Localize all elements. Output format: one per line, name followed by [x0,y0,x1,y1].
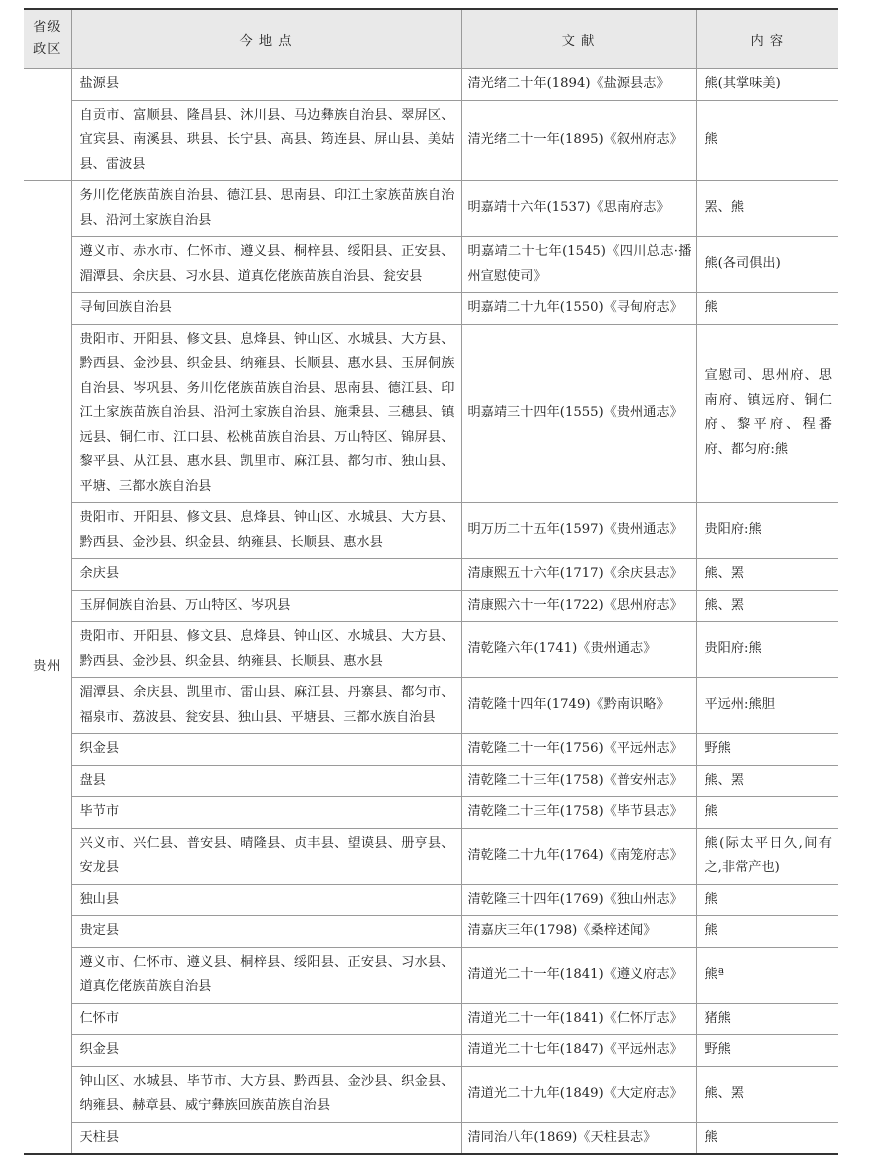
content-cell: 熊 [696,293,838,325]
location-cell: 寻甸回族自治县 [71,293,461,325]
location-cell: 贵定县 [71,916,461,948]
header-province-line1: 省级 [33,20,62,35]
content-cell: 熊、罴 [696,765,838,797]
table-row [24,828,838,884]
header-location: 今 地 点 [71,9,461,69]
source-cell: 清嘉庆三年(1798)《桑梓述闻》 [461,916,696,948]
table-row [24,69,838,101]
table-row [24,100,838,181]
source-cell: 清道光二十七年(1847)《平远州志》 [461,1035,696,1067]
records-table [24,8,838,1155]
table-row [24,1066,838,1122]
location-cell: 贵阳市、开阳县、修文县、息烽县、钟山区、水城县、大方县、黔西县、金沙县、织金县、纳雍县、长顺县、惠水县 [71,503,461,559]
source-cell: 清乾隆二十九年(1764)《南笼府志》 [461,828,696,884]
province-cell: 贵州 [24,181,71,1155]
location-cell: 织金县 [71,1035,461,1067]
source-cell: 明嘉靖十六年(1537)《思南府志》 [461,181,696,237]
table-row [24,293,838,325]
header-content: 内 容 [696,9,838,69]
table-row [24,590,838,622]
source-cell: 清道光二十一年(1841)《仁怀厅志》 [461,1003,696,1035]
source-cell: 清同治八年(1869)《天柱县志》 [461,1122,696,1154]
location-cell: 自贡市、富顺县、隆昌县、沐川县、马边彝族自治县、翠屏区、宜宾县、南溪县、珙县、长宁县、高县、筠连县、屏山县、美姑县、雷波县 [71,100,461,181]
table-row [24,797,838,829]
content-cell: 平远州:熊胆 [696,678,838,734]
source-cell: 清康熙六十一年(1722)《思州府志》 [461,590,696,622]
location-cell: 遵义市、赤水市、仁怀市、遵义县、桐梓县、绥阳县、正安县、湄潭县、余庆县、习水县、道真仡佬族苗族自治县、瓮安县 [71,237,461,293]
location-cell: 湄潭县、余庆县、凯里市、雷山县、麻江县、丹寨县、都匀市、福泉市、荔波县、瓮安县、独山县、平塘县、三都水族自治县 [71,678,461,734]
content-cell: 贵阳府:熊 [696,503,838,559]
location-cell: 兴义市、兴仁县、普安县、晴隆县、贞丰县、望谟县、册亨县、安龙县 [71,828,461,884]
source-cell: 清乾隆二十三年(1758)《毕节县志》 [461,797,696,829]
table-row [24,559,838,591]
content-cell: 熊 [696,884,838,916]
table-row [24,324,838,503]
location-cell: 织金县 [71,734,461,766]
table-row [24,237,838,293]
source-cell: 清乾隆二十三年(1758)《普安州志》 [461,765,696,797]
content-cell: 熊 [696,100,838,181]
content-cell: 熊 [696,797,838,829]
table-row [24,884,838,916]
content-cell: 野熊 [696,734,838,766]
content-cell: 罴、熊 [696,181,838,237]
location-cell: 钟山区、水城县、毕节市、大方县、黔西县、金沙县、织金县、纳雍县、赫章县、威宁彝族回族苗族自治县 [71,1066,461,1122]
table-row [24,1035,838,1067]
table-row [24,1122,838,1154]
source-cell: 明嘉靖三十四年(1555)《贵州通志》 [461,324,696,503]
table-row [24,622,838,678]
source-cell: 明嘉靖二十九年(1550)《寻甸府志》 [461,293,696,325]
location-cell: 盘县 [71,765,461,797]
location-cell: 贵阳市、开阳县、修文县、息烽县、钟山区、水城县、大方县、黔西县、金沙县、织金县、纳雍县、长顺县、惠水县、玉屏侗族自治县、岑巩县、务川仡佬族苗族自治县、思南县、德江县、印江土家族苗族自治县、沿河土家族自治县、施秉县、三穗县、镇远县、铜仁市、江口县、松桃苗族自治县、万山特区、锦屏县、黎平县、从江县、惠水县、凯里市、麻江县、都匀市、独山县、平塘、三都水族自治县 [71,324,461,503]
source-cell: 明万历二十五年(1597)《贵州通志》 [461,503,696,559]
content-cell: 野熊 [696,1035,838,1067]
content-cell: 猪熊 [696,1003,838,1035]
location-cell: 毕节市 [71,797,461,829]
table-row [24,947,838,1003]
source-cell: 清光绪二十一年(1895)《叙州府志》 [461,100,696,181]
content-cell: 熊 [696,916,838,948]
header-province [24,9,71,69]
source-cell: 清乾隆十四年(1749)《黔南识略》 [461,678,696,734]
content-cell: 熊ª [696,947,838,1003]
table-row [24,181,838,237]
source-cell: 清乾隆二十一年(1756)《平远州志》 [461,734,696,766]
source-cell: 明嘉靖二十七年(1545)《四川总志·播州宣慰使司》 [461,237,696,293]
source-cell: 清光绪二十年(1894)《盐源县志》 [461,69,696,101]
table-row [24,765,838,797]
content-cell: 熊(际太平日久,间有之,非常产也) [696,828,838,884]
source-cell: 清康熙五十六年(1717)《余庆县志》 [461,559,696,591]
table-header-row [24,9,838,69]
source-cell: 清乾隆六年(1741)《贵州通志》 [461,622,696,678]
table-row [24,678,838,734]
table-row [24,916,838,948]
table-row [24,1003,838,1035]
content-cell: 熊(其掌味美) [696,69,838,101]
location-cell: 务川仡佬族苗族自治县、德江县、思南县、印江土家族苗族自治县、沿河土家族自治县 [71,181,461,237]
location-cell: 独山县 [71,884,461,916]
location-cell: 贵阳市、开阳县、修文县、息烽县、钟山区、水城县、大方县、黔西县、金沙县、织金县、纳雍县、长顺县、惠水县 [71,622,461,678]
location-cell: 余庆县 [71,559,461,591]
source-cell: 清道光二十一年(1841)《遵义府志》 [461,947,696,1003]
table-row [24,734,838,766]
location-cell: 仁怀市 [71,1003,461,1035]
source-cell: 清乾隆三十四年(1769)《独山州志》 [461,884,696,916]
content-cell: 贵阳府:熊 [696,622,838,678]
location-cell: 天柱县 [71,1122,461,1154]
content-cell: 宣慰司、思州府、思南府、镇远府、铜仁府、黎平府、程番府、都匀府:熊 [696,324,838,503]
header-source: 文 献 [461,9,696,69]
content-cell: 熊、罴 [696,1066,838,1122]
page [24,8,838,1155]
content-cell: 熊、罴 [696,559,838,591]
header-province-line2: 政区 [33,42,62,57]
location-cell: 玉屏侗族自治县、万山特区、岑巩县 [71,590,461,622]
location-cell: 遵义市、仁怀市、遵义县、桐梓县、绥阳县、正安县、习水县、道真仡佬族苗族自治县 [71,947,461,1003]
location-cell: 盐源县 [71,69,461,101]
province-cell [24,69,71,181]
content-cell: 熊、罴 [696,590,838,622]
source-cell: 清道光二十九年(1849)《大定府志》 [461,1066,696,1122]
content-cell: 熊 [696,1122,838,1154]
table-row [24,503,838,559]
content-cell: 熊(各司俱出) [696,237,838,293]
